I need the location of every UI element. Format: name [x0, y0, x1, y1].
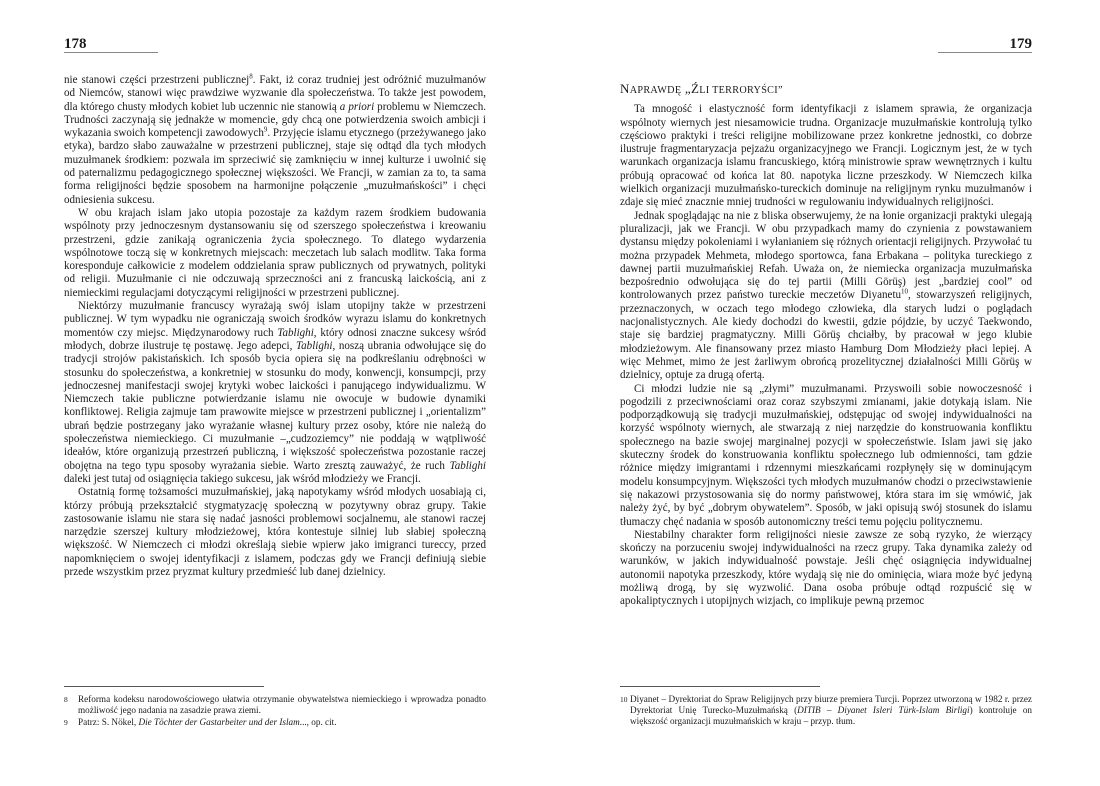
paragraph: nie stanowi części przestrzeni publicznej$^8$. Fakt, iż coraz trudniej jest odróżnić muzułmanów od Niemców, stanowi więc prawdziwe wyzwanie dla społeczeństwa. To także jest powodem, dla którego chusty młodych kobiet lub uczennic nie stanowią a priori problemu w Niemczech. Trudności zaczynają się jednakże w momencie, gdy chcą one potwierdzenia swoich ambicji i wykazania swoich kompetencji zawodowych$^9$. Przyjęcie islamu etycznego (przeżywanego jako etyka), bardzo słabo zauważalne w przestrzeni publicznej, staje się odtąd dla tych młodych muzułmanek środkiem: pozwala im sprzeciwić się zamknięciu w innej kulturze i uwolnić się od paternalizmu pedagogicznego społecznej większości. We Francji, w zamian za to, ta sama forma religijności będzie sposobem na harmonijne połączenie „muzułmańskości” i chęci odniesienia sukcesu. [64, 72, 486, 206]
page-number-left: 178 [64, 36, 87, 52]
paragraph: Niektórzy muzułmanie francuscy wyrażają swój islam utopijny także w przestrzeni publicznej. W tym wypadku nie ograniczają swoich środków wyrazu islamu do konkretnych momentów czy miejsc. Międzynarodowy ruch Tablighi, który odnosi znaczne sukcesy wśród młodych, dobrze ilustruje tę postawę. Jego adepci, Tablighi, noszą ubrania odwołujące się do tradycji strojów pakistańskich. Ich sposób bycia opiera się na podkreślaniu odrębności w stosunku do społeczeństwa, a konkretniej w stosunku do mody, konwencji, konsumpcji, przy jednoczesnej manifestacji swojej krytyki wobec laickości i panującego indywidualizmu. W Niemczech takie publiczne potwierdzanie islamu nie owocuje w budowie dynamiki konfliktowej. Religia zajmuje tam prawowite miejsce w przestrzeni publicznej i „orientalizm” ubrań będzie postrzegany jako wyrażanie własnej kultury przez osoby, które nie należą do społeczeństwa niemieckiego. Ci muzułmanie –„cudzoziemcy” nie poddają w wątpliwość ideałów, które organizują przestrzeń publiczną, i większość społeczeństwa pozostanie raczej obojętna na tego typu sposoby wyrażania siebie. Warto zresztą zauważyć, że ruch Tablighi daleki jest tutaj od osiągnięcia takiego sukcesu, jak wśród młodzieży we Francji. [64, 300, 486, 485]
right-page [550, 0, 1100, 786]
header-rule-left [64, 52, 158, 53]
paragraph: Niestabilny charakter form religijności niesie zawsze ze sobą ryzyko, że wierzący skończy na porzuceniu swojej indywidualności na rzecz grupy. Taka dynamika zależy od warunków, w jakich indywidualność powstaje. Jeśli chęć osiągnięcia indywidualnej autonomii napotyka przeszkody, które wydają się nie do ominięcia, wiara może być jedyną możliwą drogą, by się wyzwolić. Dana osoba próbuje odtąd rozpuścić się w apokaliptycznych i utopijnych wizjach, co implikuje pewną przemoc [620, 528, 1032, 608]
right-body-text [620, 70, 1032, 609]
paragraph: Ci młodzi ludzie nie są „złymi” muzułmanami. Przyswoili sobie nowoczesność i pogodzili z przeciwnościami oraz coraz szybszymi zmianami, jakie dotykają islam. Nie podporządkowują się tradycji muzułmańskiej, odstępując od swojej indywidualności na korzyść wspólnoty wiernych, ale stwarzają z niej narzędzie do konstruowania konfliktu społecznego na bazie swojej marginalnej pozycji w społeczeństwie. Islam jawi się jako skuteczny środek do konstruowania konfliktu społecznego lub odmienności, tam gdzie różnice między imigrantami i rdzennymi mieszkańcami rozpłynęły się w dominującym modelu konsumpcyjnym. Większości tych młodych muzułmanów chodzi o przeciwstawienie się nakazowi przystosowania się do normy państwowej, która stara im się wmówić, jak należy żyć, by być „dobrym obywatelem”. Sposób, w jaki opisują swój stosunek do islamu tłumaczy chęć nadania w sposób autonomiczny treści temu pojęciu politycznemu. [620, 382, 1032, 528]
footnotes-right [620, 694, 1032, 728]
footnote-9: 9 Patrz: S. Nökel, Die Töchter der Gastarbeiter und der Islam..., op. cit. [64, 717, 337, 727]
footnotes-left [64, 694, 486, 729]
footnote-rule-right [620, 686, 820, 687]
paragraph: Ta mnogość i elastyczność form identyfikacji z islamem sprawia, że organizacja wspólnoty wiernych jest niesamowicie trudna. Organizacje muzułmańskie kontrolują tylko częściowo praktyki i treści religijne mobilizowane przez konkretne jednostki, co dobrze ilustruje fragmentaryzacja pejzażu organizacyjnego we Francji. Logicznym jest, że w tych warunkach organizacja islamu francuskiego, którą ministrowie spraw wewnętrznych i kultu próbują opracować od końca lat 80. napotyka liczne przeszkody. W Niemczech kilka wielkich organizacji muzułmańsko-tureckich dominuje na religijnym rynku muzułmanów i zdaje się mieć znacznie mniej trudności w regulowaniu indywidualnych religijności. [620, 103, 1032, 209]
page-number-right: 179 [1009, 36, 1032, 52]
footnote-8: 8 Reforma kodeksu narodowościowego ułatwia otrzymanie obywatelstwa niemieckiego i wprowadza ponadto możliwość jego nadania na zasadzie prawa ziemi. [64, 694, 486, 715]
footnote-10: 10 Diyanet – Dyrektoriat do Spraw Religijnych przy biurze premiera Turcji. Poprzez utworzoną w 1982 r. przez Dyrektoriat Unię Turecko-Muzułmańską (DITIB – Diyanet Isleri Türk-Islam Birligi) kontroluje on większość organizacji muzułmańskich w kraju – przyp. tłum. [620, 694, 1033, 726]
header-rule-right [938, 52, 1032, 53]
paragraph: W obu krajach islam jako utopia pozostaje za każdym razem środkiem budowania wspólnoty przy jednoczesnym dystansowaniu się od szerszego społeczeństwa i kreowaniu przestrzeni, gdzie zanikają ograniczenia życia społecznego. To dlatego wydarzenia wspólnotowe toczą się w konkretnych miejscach: meczetach lub salach modlitw. Taka forma koresponduje całkowicie z modelem oddzielania spraw publicznych od prywatnych, polityki od religii. Muzułmanie ci nie odczuwają sprzeczności ani z francuską laickością, ani z niemieckimi regulacjami dotyczącymi religijności w przestrzeni publicznej. [64, 206, 486, 299]
paragraph: Ostatnią formę tożsamości muzułmańskiej, jaką napotykamy wśród młodych uosabiają ci, którzy próbują przekształcić stygmatyzację społeczną w pozytywny obraz grupy. Takie zastosowanie islamu nie stara się nadać jasności problemowi socjalnemu, ale stanowi raczej narzędzie szerszej kultury młodzieżowej, która kontestuje silniej lub słabiej społeczną większość. W Niemczech ci młodzi określają siebie wpierw jako imigranci tureccy, przed napomknięciem o swojej identyfikacji z islamem, podczas gdy we Francji definiują siebie przede wszystkim przez pryzmat kultury przedmieść lub danej dzielnicy. [64, 486, 486, 578]
footnote-rule-left [64, 686, 264, 687]
section-title: NAPRAWDĘ „ŹLI TERRORYŚCI” [620, 81, 783, 96]
paragraph: Jednak spoglądając na nie z bliska obserwujemy, że na łonie organizacji praktyki ulegają pluralizacji, jak we Francji. W obu przypadkach mamy do czynienia z powstawaniem dystansu między pokoleniami i wyłanianiem się różnych orientacji religijnych. Przywołać tu można przypadek Mehmeta, młodego sportowca, fana Erbakana – polityka tureckiego z dawnej partii muzułmańskiej Refah. Uważa on, że niemiecka organizacja muzułmańska bezpośrednio odwołująca się do tej partii (Milli Görüş) jest „bardziej cool” od kontrolowanych przez państwo tureckie meczetów Diyanetu$^{10}$, stowarzyszeń religijnych, przeznaczonych, w oczach tego młodego człowieka, dla starych ludzi o poglądach nacjonalistycznych. Ale kiedy dochodzi do kwestii, gdzie pójdzie, by uczyć Taekwondo, staje się bardziej pragmatyczny. Milli Görüş chciałby, by pracował w jego klubie młodzieżowym. Ale finansowany przez miasto Hamburg Dom Młodzieży płaci lepiej. A więc Mehmet, mimo że jest żarliwym obrońcą prozelityczneј działalności Milli Görüş w dzielnicy, optuje za drugą ofertą. [620, 209, 1032, 382]
left-body-text [64, 74, 486, 579]
